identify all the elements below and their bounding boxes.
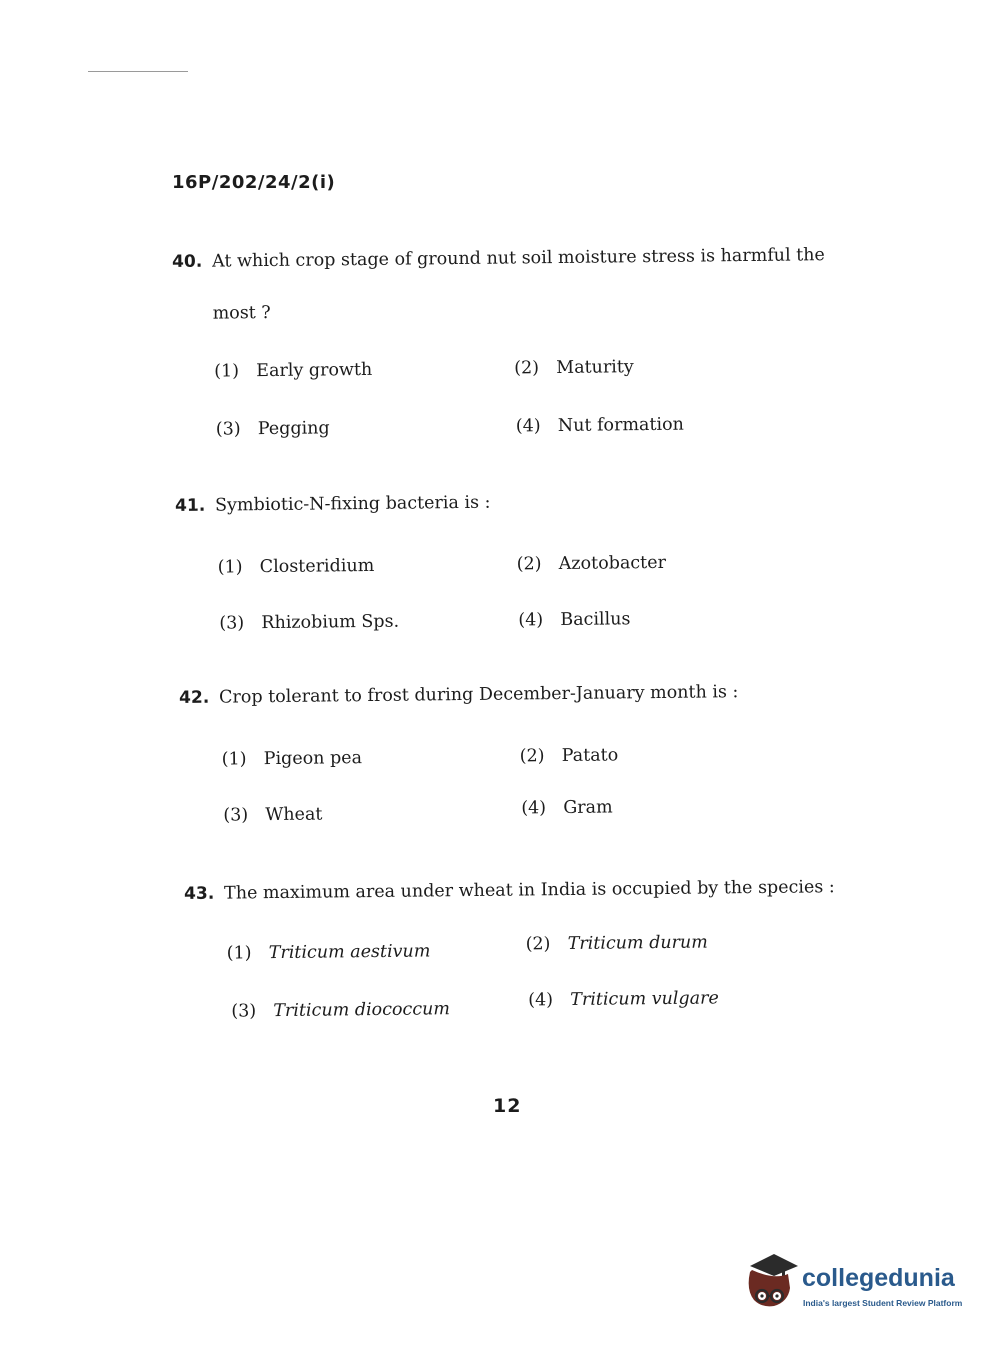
option-number: (2) [525, 934, 551, 955]
option-text: Closteridium [259, 555, 375, 578]
logo-tagline: India's largest Student Review Platform [803, 1298, 963, 1308]
option-3 [219, 612, 399, 634]
option-number: (4) [521, 798, 547, 819]
option-3 [231, 999, 450, 1021]
option-text: Pigeon pea [263, 748, 363, 770]
option-text: Azotobacter [558, 552, 666, 574]
option-1 [218, 556, 375, 578]
option-4 [521, 797, 613, 818]
top-rule [88, 71, 188, 72]
option-1 [227, 941, 431, 963]
option-text: Nut formation [557, 414, 684, 436]
option-number: (2) [514, 358, 540, 379]
option-number: (4) [528, 990, 554, 1011]
option-number: (1) [217, 557, 243, 578]
option-4 [528, 988, 719, 1010]
option-text: Maturity [556, 357, 634, 378]
question-number: 43. [184, 883, 215, 904]
collegedunia-logo [744, 1250, 974, 1320]
option-text: Gram [563, 797, 613, 818]
option-3 [223, 805, 322, 826]
question-number: 42. [179, 687, 210, 708]
option-number: (1) [226, 943, 252, 964]
question-text: At which crop stage of ground nut soil moisture stress is harmful the [211, 245, 825, 272]
option-4 [516, 415, 684, 437]
option-number: (3) [231, 1001, 257, 1022]
option-2 [514, 357, 634, 378]
option-2 [517, 553, 666, 575]
option-text: Bacillus [560, 609, 631, 630]
page-number: 12 [493, 1095, 522, 1117]
option-text: Rhizobium Sps. [261, 611, 400, 634]
option-text: Early growth [256, 359, 373, 382]
question-number: 41. [175, 495, 206, 516]
option-text: Patato [561, 745, 619, 766]
logo-name: collegedunia [802, 1264, 955, 1292]
option-1 [222, 748, 362, 769]
option-4 [518, 609, 630, 630]
option-text: Triticum aestivum [268, 941, 431, 964]
option-text: Pegging [257, 418, 330, 440]
option-2 [526, 933, 708, 955]
option-2 [520, 745, 619, 766]
question-text: Symbiotic-N-fixing bacteria is : [214, 492, 491, 516]
option-text: Triticum vulgare [570, 988, 719, 1010]
option-number: (4) [515, 416, 541, 437]
option-number: (3) [215, 419, 241, 440]
option-text: Wheat [265, 804, 323, 826]
question-text: The maximum area under wheat in India is occupied by the species : [223, 877, 835, 904]
mascot-icon [744, 1250, 802, 1312]
option-number: (4) [518, 610, 544, 631]
option-text: Triticum diococcum [273, 999, 451, 1022]
option-number: (1) [214, 361, 240, 382]
option-number: (2) [519, 746, 545, 767]
question-text-continued: most ? [212, 302, 271, 324]
option-number: (1) [221, 749, 247, 770]
option-text: Triticum durum [567, 932, 708, 954]
option-1 [214, 360, 372, 382]
option-3 [216, 418, 330, 439]
paper-code: 16P/202/24/2(i) [172, 172, 336, 193]
option-number: (3) [219, 613, 245, 634]
option-number: (2) [516, 554, 542, 575]
question-text: Crop tolerant to frost during December-January month is : [218, 682, 739, 708]
option-number: (3) [223, 805, 249, 826]
question-number: 40. [172, 251, 203, 272]
